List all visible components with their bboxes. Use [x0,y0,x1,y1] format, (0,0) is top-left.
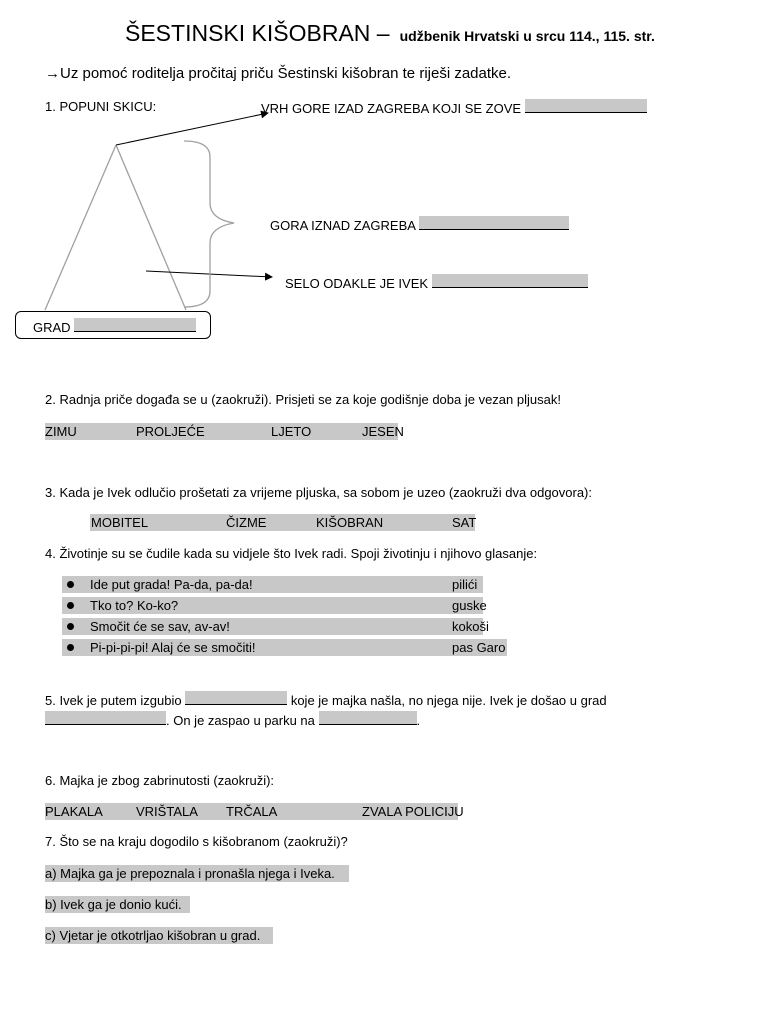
q4-sound[interactable]: Smočit će se sav, av-av! [90,619,230,634]
bullet-icon [67,623,74,630]
q3-option[interactable]: KIŠOBRAN [316,515,384,530]
q4-sound[interactable]: Ide put grada! Pa-da, pa-da! [90,577,253,592]
title-text: ŠESTINSKI KIŠOBRAN – [125,20,390,46]
q2-option[interactable]: LJETO [271,424,312,439]
q7-option[interactable]: a) Majka ga je prepoznala i pronašla njega i Iveka. [45,866,335,881]
q4-animal[interactable]: kokoši [452,619,489,634]
park-place-blank[interactable] [319,711,417,725]
q5-text-1a: 5. Ivek je putem izgubio [45,693,182,708]
q5-text-2a: . On je zaspao u parku na [166,713,315,728]
q3-option[interactable]: SAT [452,515,477,530]
curly-brace [184,141,234,307]
village-blank[interactable] [432,274,588,288]
q6-option[interactable]: TRČALA [226,804,278,819]
q6-option[interactable]: ZVALA POLICIJU [362,804,464,819]
q2-option[interactable]: PROLJEĆE [136,424,205,439]
q4-animal[interactable]: guske [452,598,487,613]
city-name-blank[interactable] [45,711,166,725]
q1-top-label [261,99,647,116]
bullet-icon [67,644,74,651]
q3-option[interactable]: MOBITEL [91,515,149,530]
q2-option[interactable]: JESEN [362,424,404,439]
bullet-icon [67,602,74,609]
q2-question: 2. Radnja priče događa se u (zaokruži). Prisjeti se za koje godišnje doba je vezan pljusak! [45,392,561,407]
q5-text-2b: . [416,713,421,728]
q1-mountain-label [270,216,569,233]
q6-question: 6. Majka je zbog zabrinutosti (zaokruži): [45,773,275,788]
q2-options-bar [45,423,398,440]
q7-option[interactable]: c) Vjetar je otkotrljao kišobran u grad. [45,928,261,943]
city-label-text: GRAD [33,320,71,335]
top-peak-blank[interactable] [525,99,647,113]
bullet-icon [67,581,74,588]
q4-animal[interactable]: pilići [452,577,478,592]
q6-option[interactable]: PLAKALA [45,804,103,819]
q3-option[interactable]: ČIZME [226,515,267,530]
q1-village-label [285,274,588,291]
q6-option[interactable]: VRIŠTALA [136,804,198,819]
instruction: →Uz pomoć roditelja pročitaj priču Šestinski kišobran te riješi zadatke. [45,65,512,82]
q7-option[interactable]: b) Ivek ga je donio kući. [45,897,182,912]
city-blank[interactable] [74,318,196,332]
page-title [125,20,655,47]
lost-item-blank[interactable] [185,691,287,705]
title-subtitle: udžbenik Hrvatski u srcu 114., 115. str. [399,28,655,44]
arrow-to-top [116,113,268,145]
q1-city-label [33,318,196,335]
mountain-blank[interactable] [419,216,569,230]
q5-line1 [45,691,607,708]
q5-line2 [45,711,420,728]
q4-animal[interactable]: pas Garo [452,640,506,655]
q4-question: 4. Životinje su se čudile kada su vidjele što Ivek radi. Spoji životinju i njihovo glasanje: [45,546,538,561]
q4-sound[interactable]: Pi-pi-pi-pi! Alaj će se smočiti! [90,640,256,655]
q2-option[interactable]: ZIMU [45,424,77,439]
arrow-to-village [146,271,272,277]
mountain-sketch [0,95,300,335]
mountain-triangle [45,145,186,310]
q7-question: 7. Što se na kraju dogodilo s kišobranom (zaokruži)? [45,834,348,849]
q4-sound[interactable]: Tko to? Ko-ko? [90,598,179,613]
village-label-text: SELO ODAKLE JE IVEK [285,276,429,291]
q1-heading: 1. POPUNI SKICU: [45,99,157,114]
q5-text-1b: koje je majka našla, no njega nije. Ivek je došao u grad [290,693,607,708]
q3-question: 3. Kada je Ivek odlučio prošetati za vrijeme pljuska, sa sobom je uzeo (zaokruži dva odgovora): [45,485,593,500]
top-label-text: VRH GORE IZAD ZAGREBA KOJI SE ZOVE [261,101,522,116]
mountain-label-text: GORA IZNAD ZAGREBA [270,218,416,233]
